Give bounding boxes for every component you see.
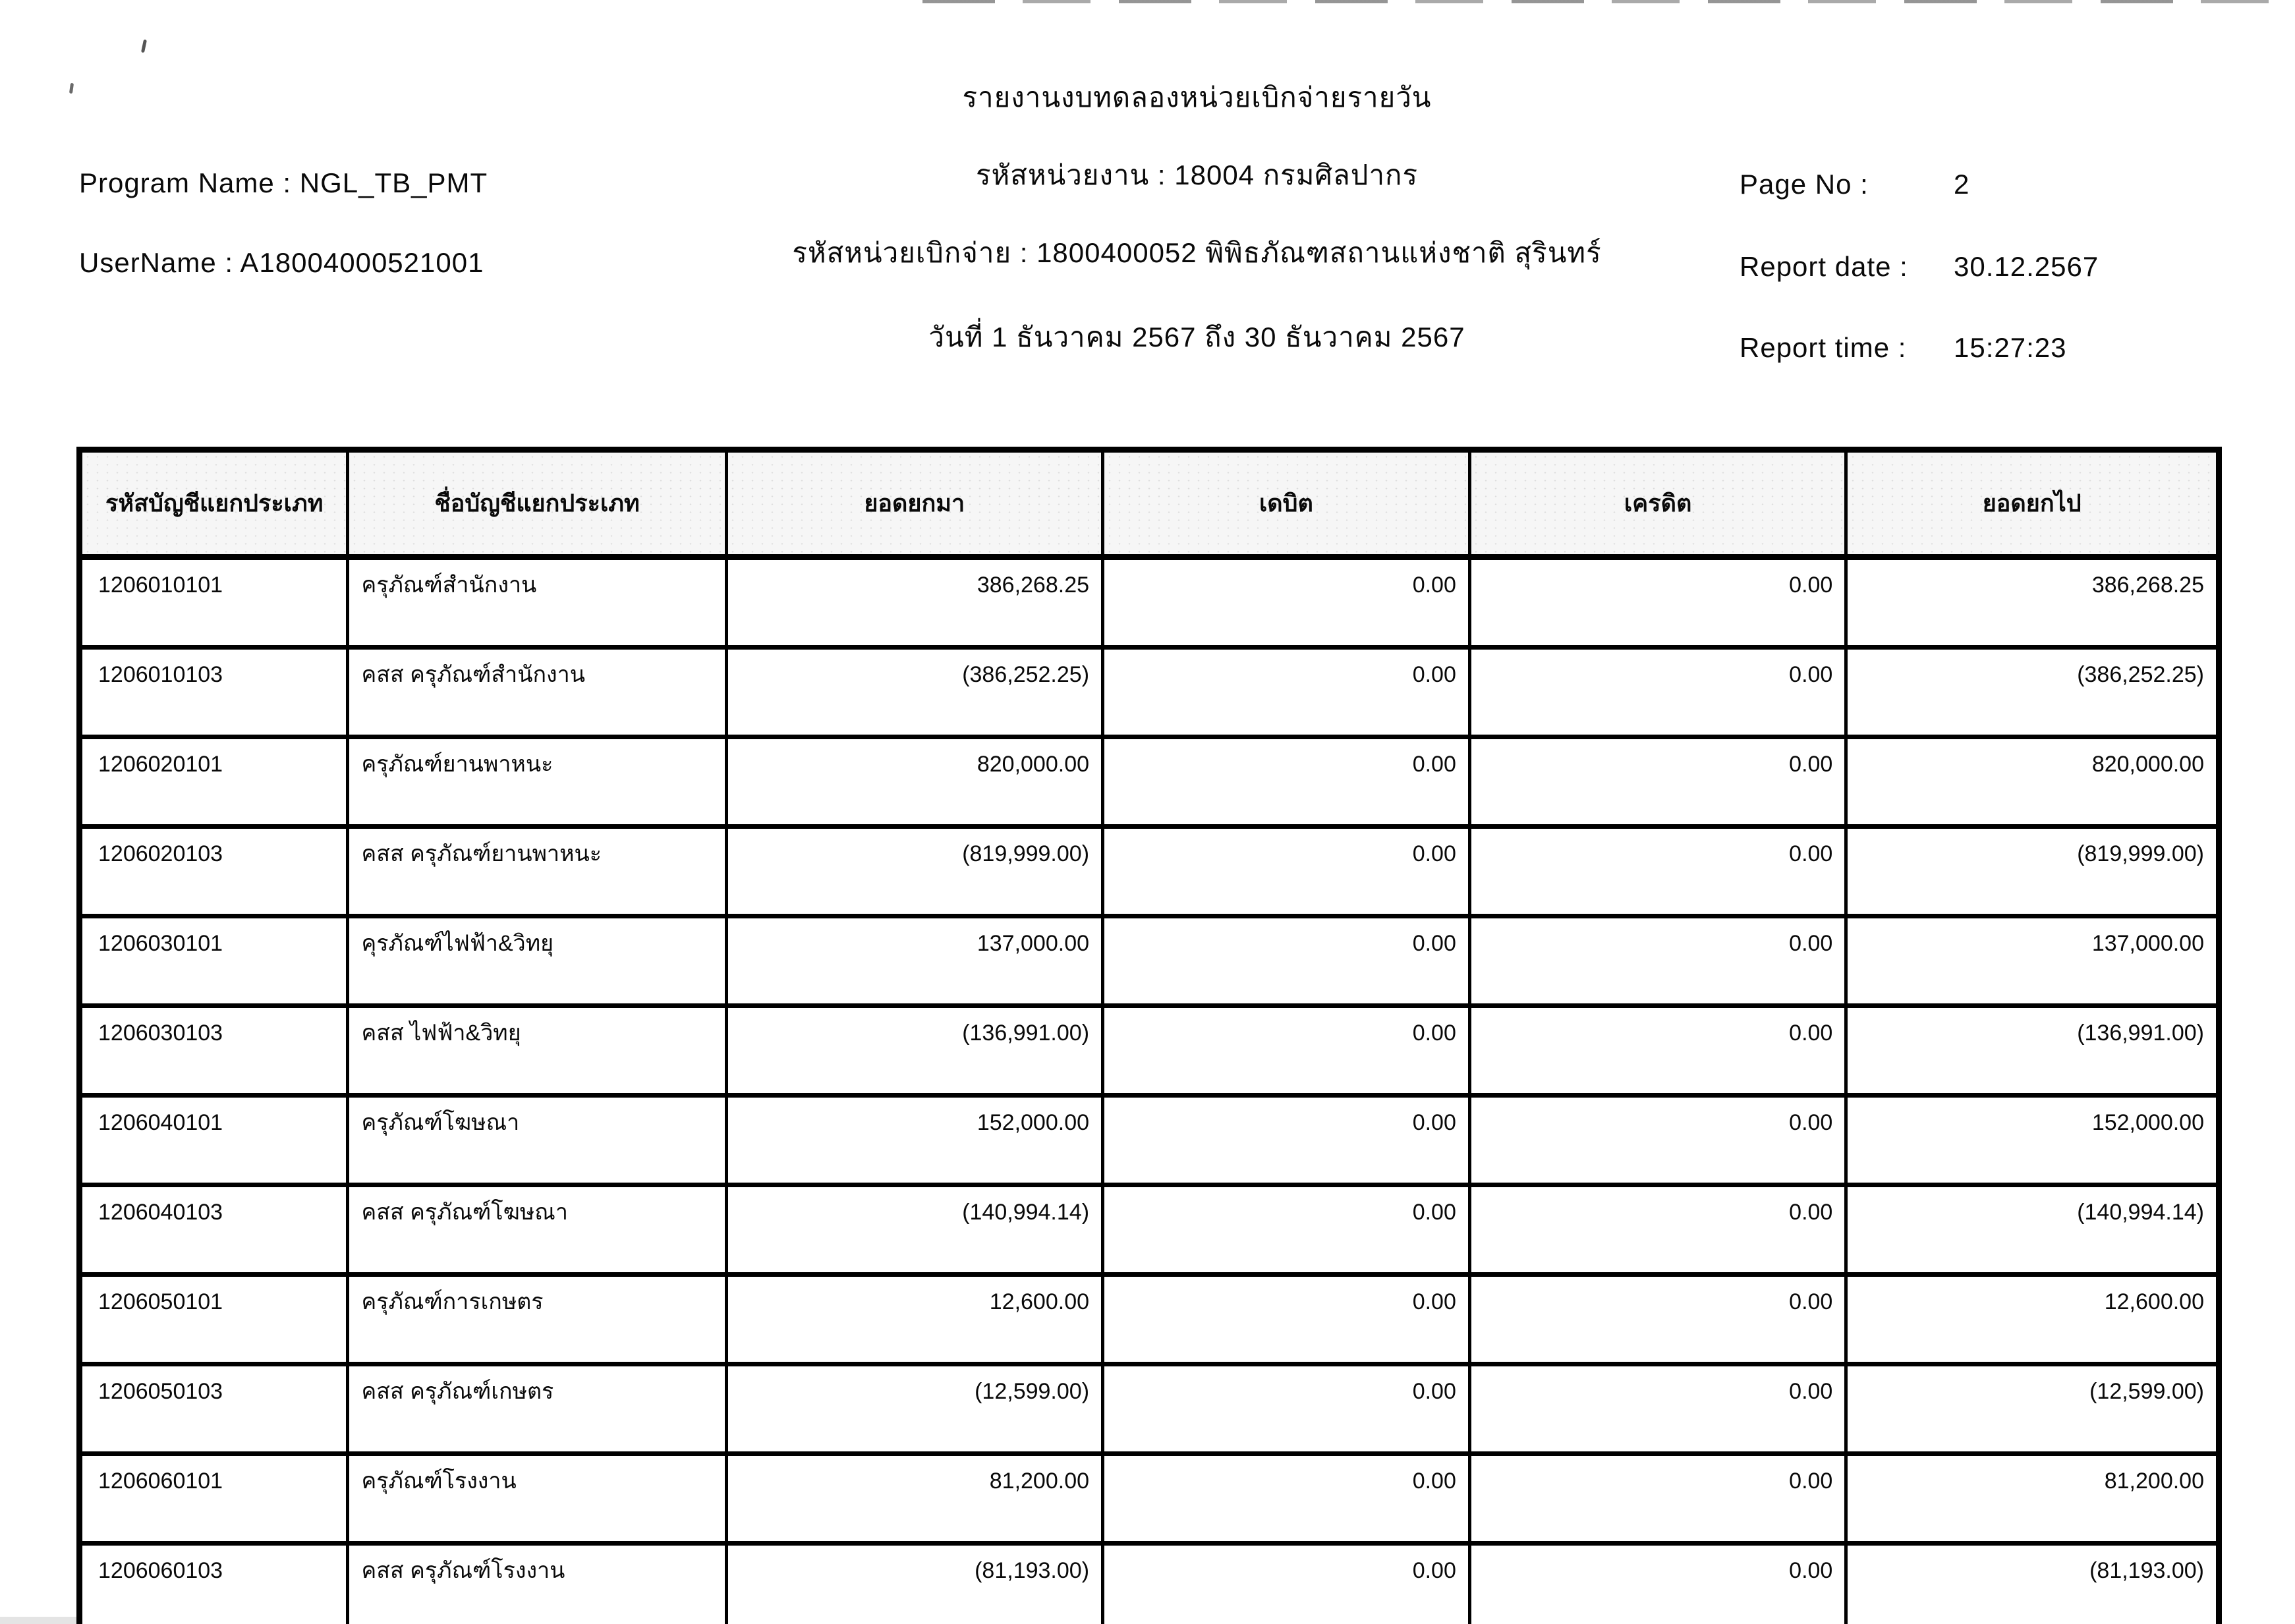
table-cell: ครุภัณฑ์โรงงาน (348, 1454, 726, 1544)
table-cell: 0.00 (1103, 1544, 1470, 1624)
table-cell: 0.00 (1469, 916, 1846, 1006)
table-cell: 0.00 (1469, 1454, 1846, 1544)
table-row (80, 827, 2219, 916)
table-cell: 1206030103 (80, 1006, 348, 1096)
table-cell: 386,268.25 (726, 557, 1102, 648)
table-cell: (136,991.00) (1846, 1006, 2219, 1096)
table-cell: 152,000.00 (1846, 1096, 2219, 1185)
table-cell: 0.00 (1103, 737, 1470, 827)
column-header-account-code: รหัสบัญชีแยกประเภท (80, 450, 348, 557)
table-cell: 0.00 (1103, 648, 1470, 737)
table-cell: (819,999.00) (1846, 827, 2219, 916)
column-header-balance-carried-forward: ยอดยกไป (1846, 450, 2219, 557)
page-no-value: 2 (1954, 169, 1970, 200)
table-cell: 137,000.00 (726, 916, 1102, 1006)
table-cell: 1206050101 (80, 1275, 348, 1364)
table-cell: 0.00 (1103, 1275, 1470, 1364)
table-cell: 1206010101 (80, 557, 348, 648)
table-cell: คสส ครุภัณฑ์เกษตร (348, 1364, 726, 1454)
table-cell: (140,994.14) (1846, 1185, 2219, 1275)
table-cell: 81,200.00 (1846, 1454, 2219, 1544)
table-cell: คสส ครุภัณฑ์สำนักงาน (348, 648, 726, 737)
table-cell: 0.00 (1469, 1364, 1846, 1454)
table-cell: 1206050103 (80, 1364, 348, 1454)
table-header-row (80, 450, 2219, 557)
table-cell: 0.00 (1469, 827, 1846, 916)
table-cell: 81,200.00 (726, 1454, 1102, 1544)
table-cell: ครุภัณฑ์โฆษณา (348, 1096, 726, 1185)
table-cell: (81,193.00) (726, 1544, 1102, 1624)
scan-noise-top-edge (922, 0, 2295, 3)
table-cell: 0.00 (1103, 916, 1470, 1006)
page-no-label: Page No : (1740, 169, 1869, 200)
table-cell: (386,252.25) (726, 648, 1102, 737)
table-row (80, 1364, 2219, 1454)
table-row (80, 737, 2219, 827)
table-cell: 1206020103 (80, 827, 348, 916)
table-body (80, 557, 2219, 1624)
table-cell: 12,600.00 (726, 1275, 1102, 1364)
table-cell: 0.00 (1103, 1096, 1470, 1185)
table-cell: (12,599.00) (1846, 1364, 2219, 1454)
table-cell: (136,991.00) (726, 1006, 1102, 1096)
table-row (80, 1096, 2219, 1185)
table-cell: คสส ไฟฟ้า&วิทยุ (348, 1006, 726, 1096)
table-cell: 0.00 (1103, 1364, 1470, 1454)
table-cell: คุรภัณฑ์ไฟฟ้า&วิทยุ (348, 916, 726, 1006)
table-cell: 0.00 (1469, 1185, 1846, 1275)
trial-balance-table (76, 447, 2222, 1624)
table-cell: (12,599.00) (726, 1364, 1102, 1454)
table-cell: 0.00 (1469, 557, 1846, 648)
scan-speck (141, 40, 147, 53)
table-cell: ครุภัณฑ์การเกษตร (348, 1275, 726, 1364)
table-row (80, 557, 2219, 648)
report-date-value: 30.12.2567 (1954, 251, 2099, 282)
table-cell: 820,000.00 (1846, 737, 2219, 827)
table-row (80, 1006, 2219, 1096)
table-cell: 0.00 (1103, 827, 1470, 916)
table-cell: คสส ครุภัณฑ์ยานพาหนะ (348, 827, 726, 916)
report-title: รายงานงบทดลองหน่วยเบิกจ่ายรายวัน (962, 82, 1432, 113)
table-cell: 152,000.00 (726, 1096, 1102, 1185)
table-cell: 0.00 (1103, 1454, 1470, 1544)
table-cell: 0.00 (1103, 1185, 1470, 1275)
table-cell: 0.00 (1469, 1096, 1846, 1185)
report-time-value: 15:27:23 (1954, 332, 2067, 363)
table-cell: (81,193.00) (1846, 1544, 2219, 1624)
column-header-account-name: ชื่อบัญชีแยกประเภท (348, 450, 726, 557)
program-name-value: NGL_TB_PMT (299, 167, 488, 198)
table-cell: 0.00 (1469, 1544, 1846, 1624)
table-row (80, 1544, 2219, 1624)
table-cell: 0.00 (1469, 648, 1846, 737)
report-time-label: Report time : (1740, 332, 1907, 363)
disbursing-unit-line: รหัสหน่วยเบิกจ่าย : 1800400052 พิพิธภัณฑสถานแห่งชาติ สุรินทร์ (792, 237, 1602, 268)
table-cell: 1206060101 (80, 1454, 348, 1544)
table-cell: 1206040101 (80, 1096, 348, 1185)
table-cell: ครุภัณฑ์สำนักงาน (348, 557, 726, 648)
column-header-balance-brought-forward: ยอดยกมา (726, 450, 1102, 557)
table-cell: 0.00 (1103, 557, 1470, 648)
table-row (80, 1275, 2219, 1364)
table-row (80, 1454, 2219, 1544)
table-row (80, 1185, 2219, 1275)
table-cell: 1206020101 (80, 737, 348, 827)
table-cell: 0.00 (1469, 1275, 1846, 1364)
program-name-label: Program Name : (79, 167, 292, 198)
table-row (80, 648, 2219, 737)
column-header-credit: เครดิต (1469, 450, 1846, 557)
date-range-line: วันที่ 1 ธันวาคม 2567 ถึง 30 ธันวาคม 2567 (928, 322, 1465, 352)
username-label: UserName : (79, 247, 234, 278)
scan-speck (69, 83, 74, 94)
table-cell: (819,999.00) (726, 827, 1102, 916)
table-cell: (386,252.25) (1846, 648, 2219, 737)
table-cell: คสส ครุภัณฑ์โฆษณา (348, 1185, 726, 1275)
table-cell: คสส ครุภัณฑ์โรงงาน (348, 1544, 726, 1624)
table-cell: 1206060103 (80, 1544, 348, 1624)
table-cell: 0.00 (1469, 737, 1846, 827)
table-cell: 0.00 (1103, 1006, 1470, 1096)
table-cell: 820,000.00 (726, 737, 1102, 827)
table-cell: 1206010103 (80, 648, 348, 737)
username-value: A18004000521001 (240, 247, 484, 278)
table-cell: 0.00 (1469, 1006, 1846, 1096)
table-cell: 12,600.00 (1846, 1275, 2219, 1364)
table-cell: 386,268.25 (1846, 557, 2219, 648)
table-cell: 1206030101 (80, 916, 348, 1006)
table-cell: ครุภัณฑ์ยานพาหนะ (348, 737, 726, 827)
report-date-label: Report date : (1740, 251, 1908, 282)
table-cell: 137,000.00 (1846, 916, 2219, 1006)
table-row (80, 916, 2219, 1006)
table-cell: 1206040103 (80, 1185, 348, 1275)
table-cell: (140,994.14) (726, 1185, 1102, 1275)
agency-code-line: รหัสหน่วยงาน : 18004 กรมศิลปากร (975, 159, 1419, 190)
column-header-debit: เดบิต (1103, 450, 1470, 557)
